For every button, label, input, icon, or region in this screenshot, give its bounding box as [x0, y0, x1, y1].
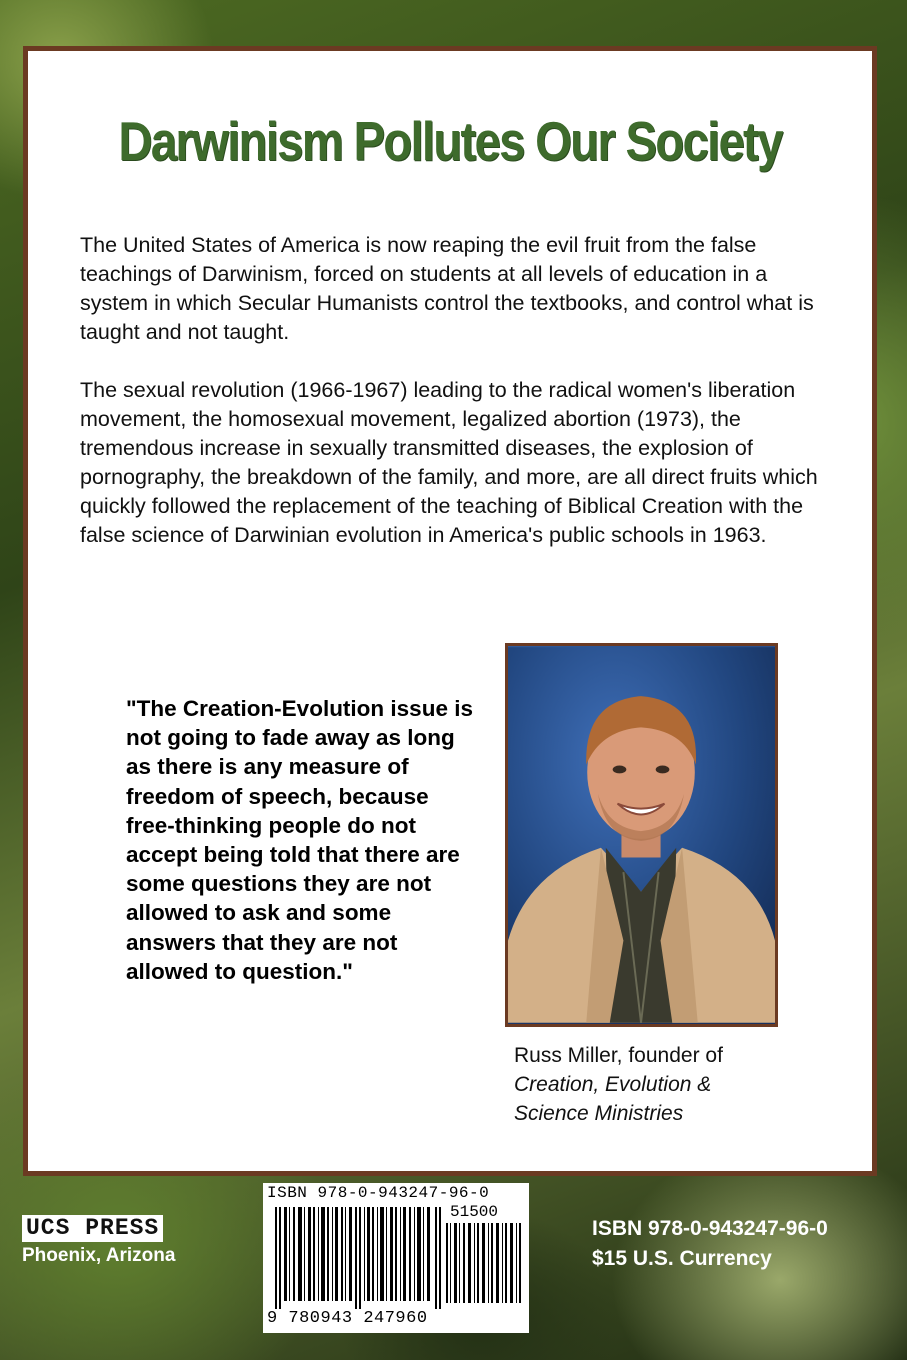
- author-quote: "The Creation-Evolution issue is not going to fade away as long as there is any measure of freedom of speech, because free-thinking people do not accept being told that there are some questions they are not allowed to ask and some answers that they are not allowed to question.": [126, 696, 473, 984]
- barcode-digits: 9 780943 247960: [267, 1309, 428, 1328]
- intro-paragraph: The United States of America is now reaping the evil fruit from the false teachings of Darwinism, forced on students at all levels of education in a system in which Secular Humanists control the textbooks, and control what is taught and not taught.: [80, 233, 814, 344]
- ean-barcode-bars: [275, 1207, 443, 1309]
- publisher-city: Phoenix, Arizona: [22, 1245, 176, 1266]
- isbn-text: ISBN 978-0-943247-96-0: [592, 1217, 828, 1240]
- text-panel: [23, 46, 877, 1176]
- barcode: [263, 1183, 529, 1333]
- caption-line-3: Science Ministries: [514, 1102, 684, 1125]
- body-paragraph: The sexual revolution (1966-1967) leading to the radical women's liberation movement, the homosexual movement, legalized abortion (1973), the tremendous increase in sexually transmitted diseases, the explosion of pornography, the breakdown of the family, and more, are all direct fruits which quickly followed the replacement of the teaching of Biblical Creation with the false science of Darwinian evolution in America's public schools in 1963.: [80, 378, 818, 547]
- caption-line-2: Creation, Evolution &: [514, 1073, 712, 1096]
- price-barcode-bars: [446, 1223, 524, 1303]
- caption-line-1: Russ Miller, founder of: [514, 1044, 723, 1067]
- barcode-isbn-label: ISBN 978-0-943247-96-0: [267, 1184, 490, 1202]
- portrait-image: [508, 646, 775, 1024]
- publisher-logo: UCS PRESS: [22, 1215, 163, 1242]
- price-text: $15 U.S. Currency: [592, 1247, 772, 1270]
- author-photo: [505, 643, 778, 1027]
- barcode-price-code: 51500: [450, 1203, 499, 1221]
- back-info: [592, 1214, 828, 1274]
- photo-caption: [514, 1041, 723, 1128]
- page-title: Darwinism Pollutes Our Society: [118, 110, 782, 172]
